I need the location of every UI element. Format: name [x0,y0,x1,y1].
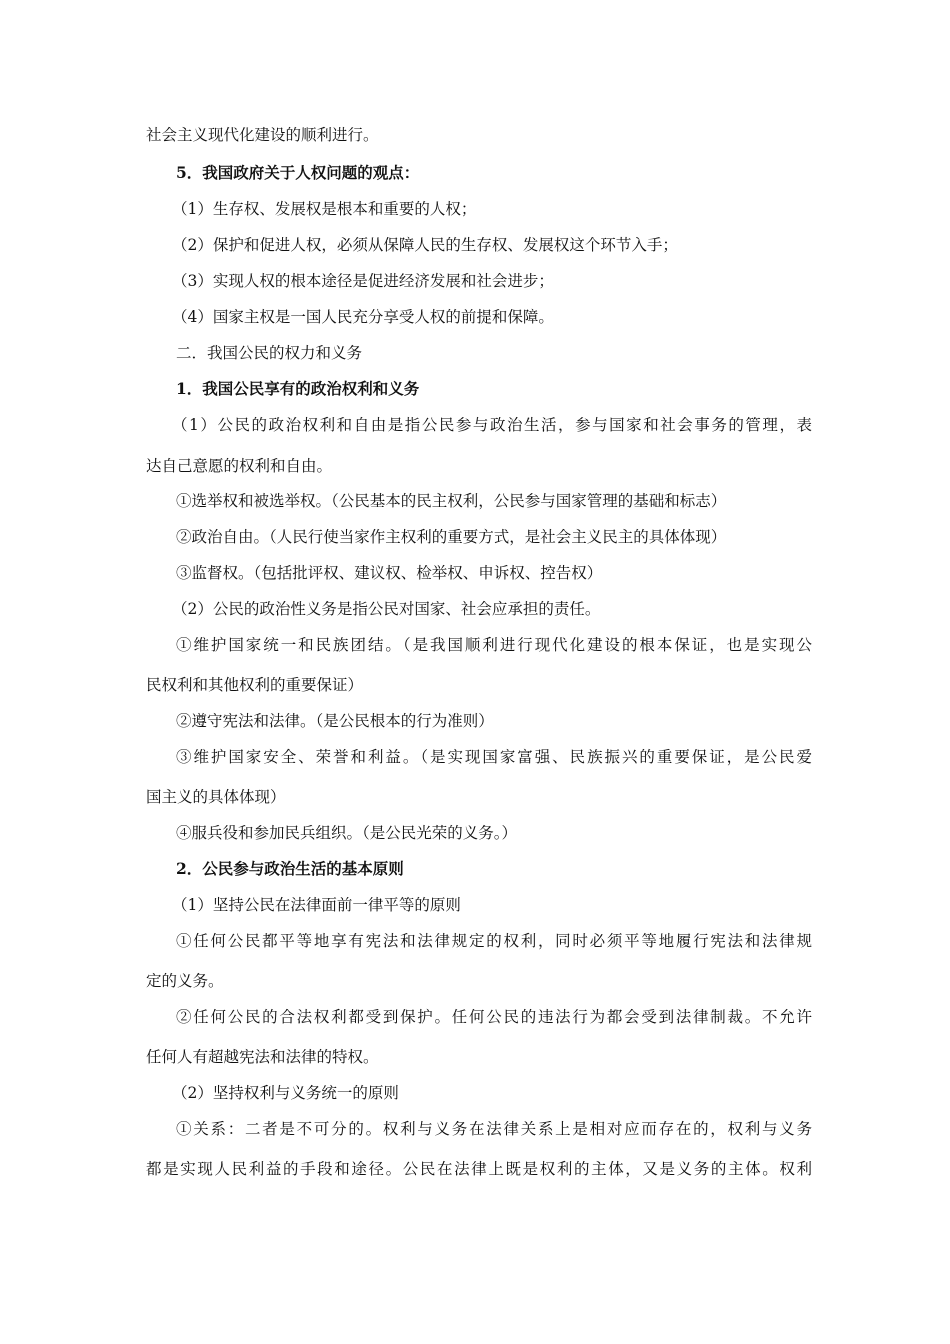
text-line: ③监督权。（包括批评权、建议权、检举权、申诉权、控告权） [176,564,603,582]
text-line: ①维护国家统一和民族团结。（是我国顺利进行现代化建设的根本保证，也是实现公 [176,636,812,654]
text-line: 国主义的具体体现） [146,788,286,806]
section-heading: 2．公民参与政治生活的基本原则 [176,859,404,878]
text-line: （2）坚持权利与义务统一的原则 [172,1084,399,1102]
text-line: ②政治自由。（人民行使当家作主权利的重要方式，是社会主义民主的具体体现） [176,528,727,546]
text-line: （1）公民的政治权利和自由是指公民参与政治生活，参与国家和社会事务的管理，表 [172,416,812,434]
text-line: 达自己意愿的权利和自由。 [146,457,333,475]
text-line: （2）公民的政治性义务是指公民对国家、社会应承担的责任。 [172,600,601,618]
text-line: ④服兵役和参加民兵组织。（是公民光荣的义务。） [176,824,518,842]
text-line: （2）保护和促进人权，必须从保障人民的生存权、发展权这个环节入手； [172,236,678,254]
text-line: ②遵守宪法和法律。（是公民根本的行为准则） [176,712,494,730]
text-line: ①任何公民都平等地享有宪法和法律规定的权利，同时必须平等地履行宪法和法律规 [176,932,812,950]
section-heading: 二．我国公民的权力和义务 [176,344,363,362]
text-line: 都是实现人民利益的手段和途径。公民在法律上既是权利的主体，又是义务的主体。权利 [146,1160,812,1178]
text-line: ①关系：二者是不可分的。权利与义务在法律关系上是相对应而存在的，权利与义务 [176,1120,812,1138]
text-line: 定的义务。 [146,972,224,990]
text-line: ②任何公民的合法权利都受到保护。任何公民的违法行为都会受到法律制裁。不允许 [176,1008,812,1026]
text-line: （4）国家主权是一国人民充分享受人权的前提和保障。 [172,308,554,326]
text-line: （1）坚持公民在法律面前一律平等的原则 [172,896,461,914]
text-line: ①选举权和被选举权。（公民基本的民主权利，公民参与国家管理的基础和标志） [176,492,727,510]
text-line: 民权利和其他权利的重要保证） [146,676,364,694]
text-line: （3）实现人权的根本途径是促进经济发展和社会进步； [172,272,554,290]
text-line: ③维护国家安全、荣誉和利益。（是实现国家富强、民族振兴的重要保证，是公民爱 [176,748,812,766]
text-line: （1）生存权、发展权是根本和重要的人权； [172,200,477,218]
section-heading: 1．我国公民享有的政治权利和义务 [176,379,420,398]
section-heading: 5．我国政府关于人权问题的观点： [176,163,420,182]
text-line: 社会主义现代化建设的顺利进行。 [146,126,379,144]
text-line: 任何人有超越宪法和法律的特权。 [146,1048,379,1066]
